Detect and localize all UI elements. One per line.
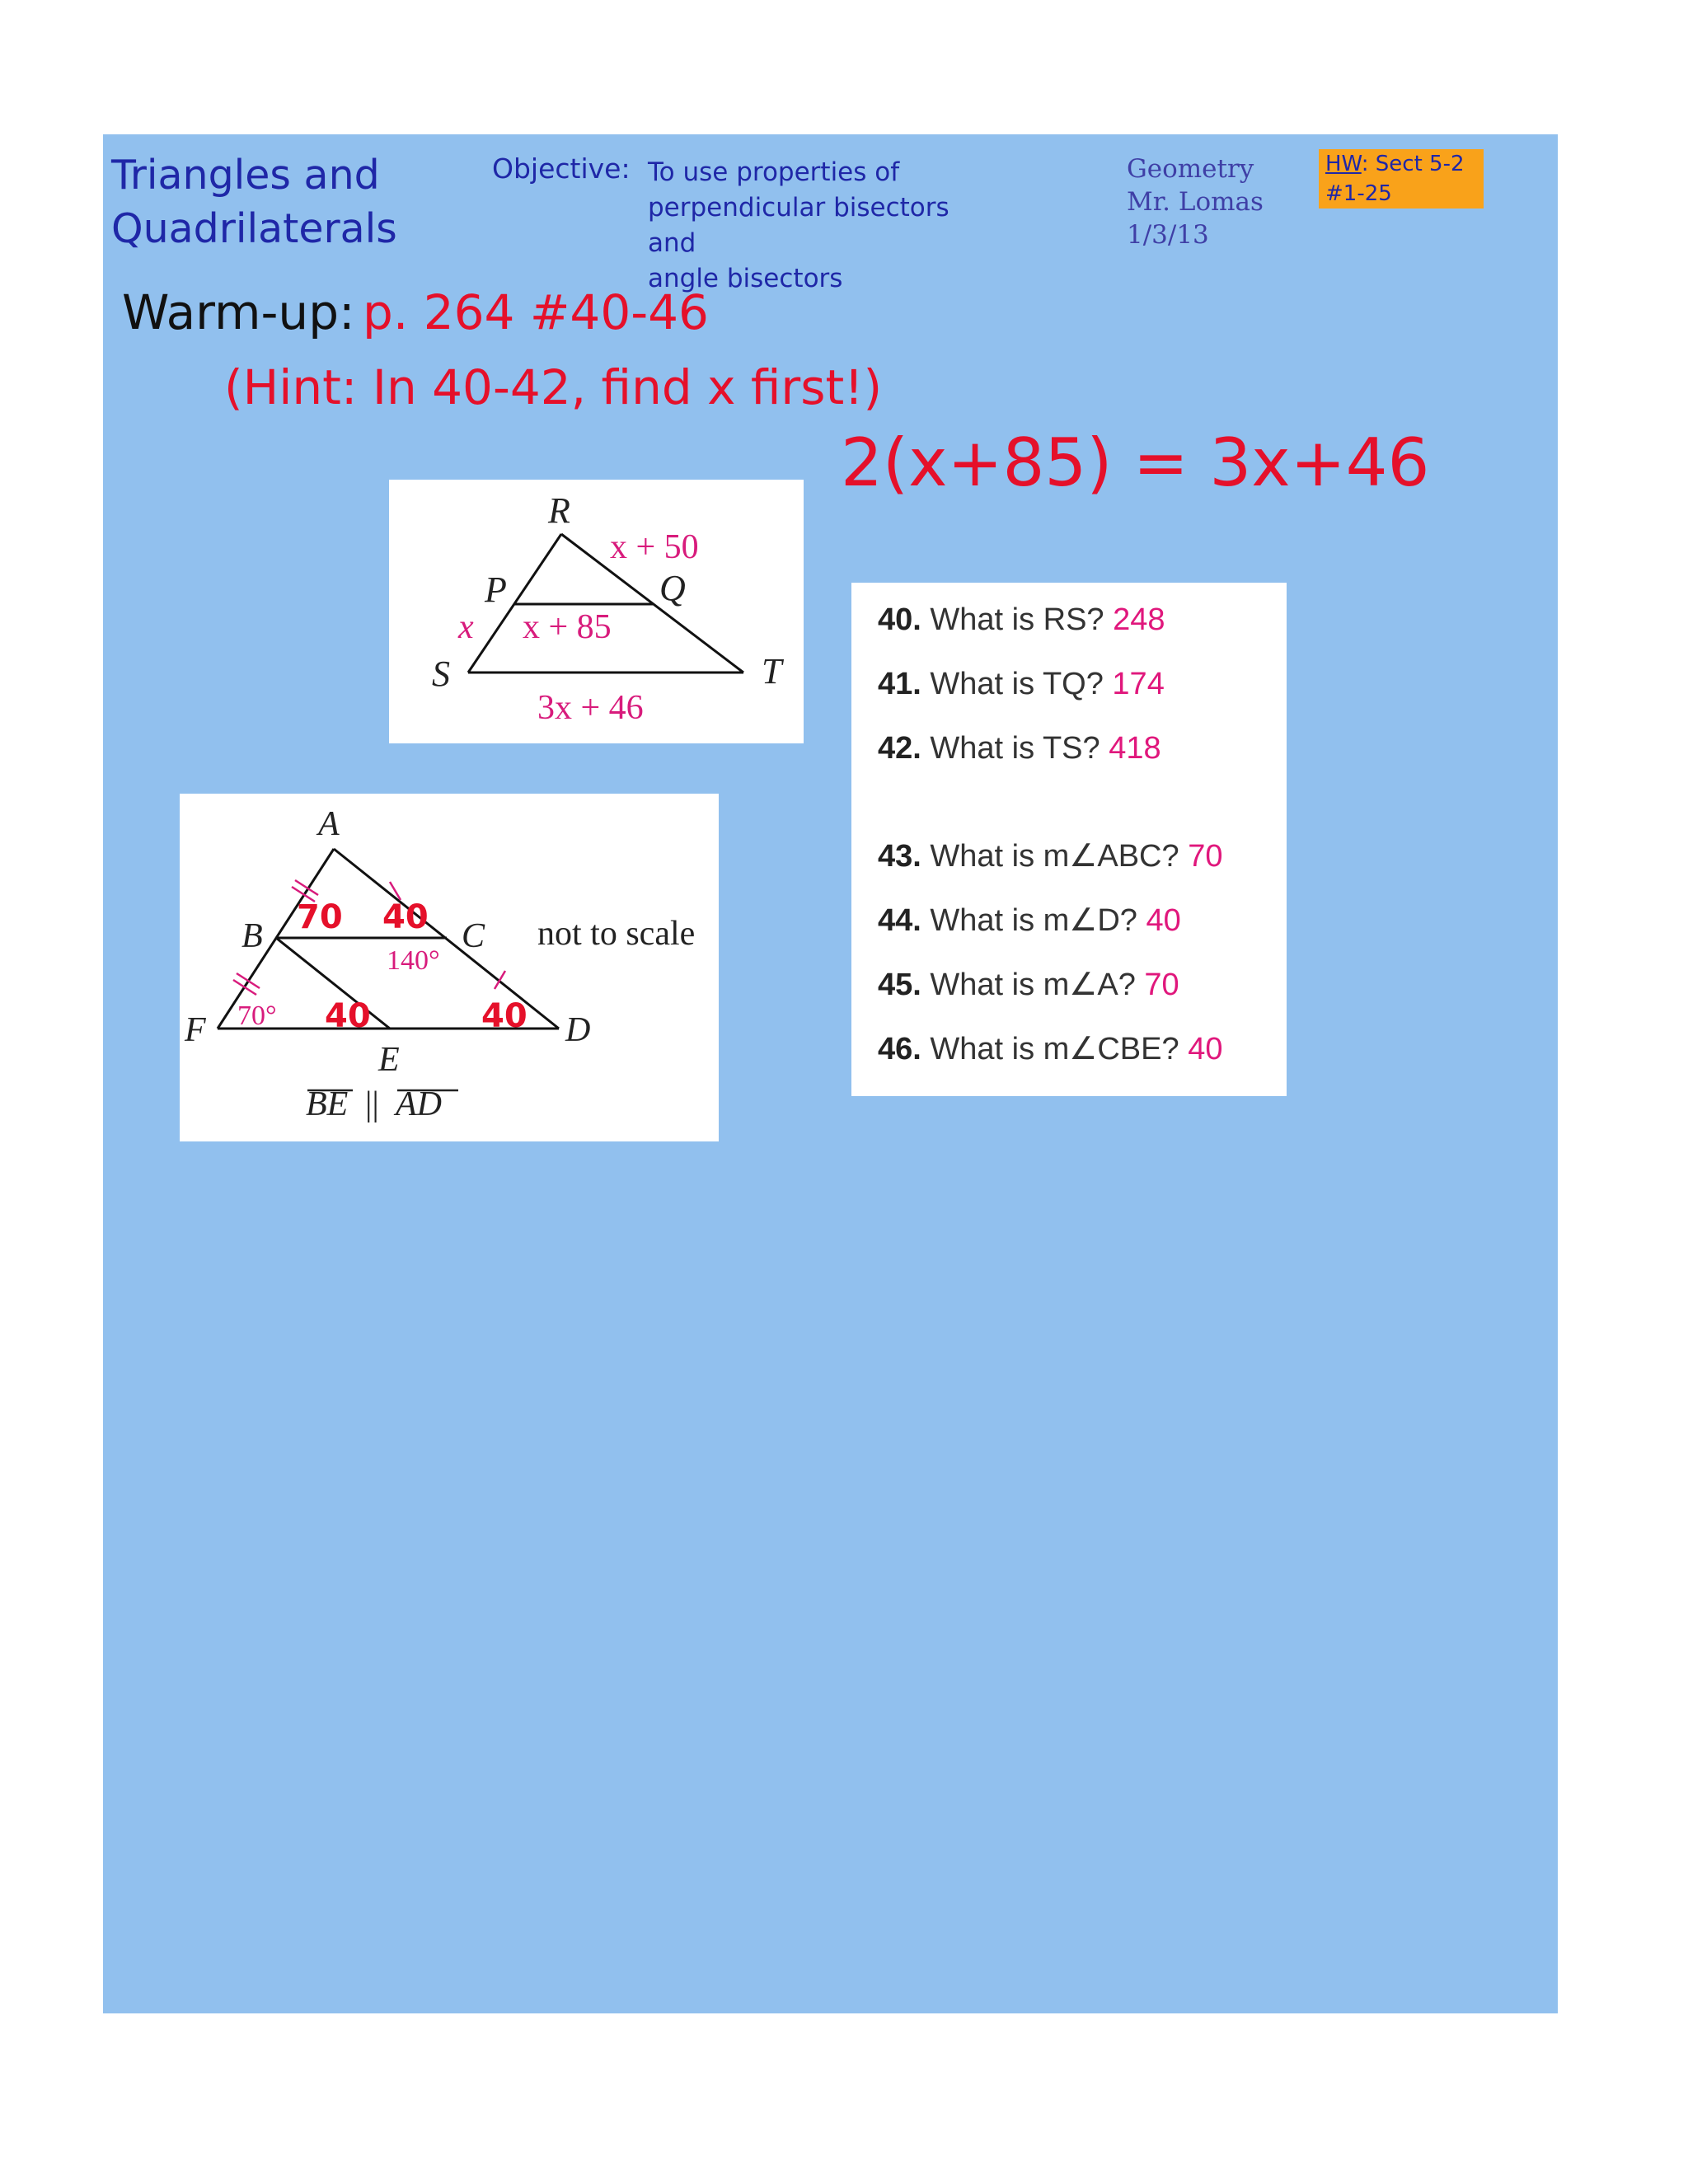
warmup-reference: p. 264 #40-46 bbox=[363, 284, 709, 340]
question-answer: 40 bbox=[1188, 1032, 1223, 1066]
question-text: What is TQ? bbox=[930, 667, 1104, 701]
question-number: 43. bbox=[878, 839, 921, 874]
hw-label: HW bbox=[1325, 152, 1362, 176]
angle-label-f: 70° bbox=[237, 1001, 277, 1031]
question-number: 42. bbox=[878, 731, 921, 766]
warmup-hint: (Hint: In 40-42, find x first!) bbox=[224, 359, 883, 415]
parallel-be-text: BE bbox=[306, 1085, 349, 1123]
triangle-rst-diagram bbox=[389, 480, 804, 743]
figure-triangle-rst bbox=[389, 480, 804, 743]
label-rq: x + 50 bbox=[610, 528, 699, 566]
tick-mark-bf-2 bbox=[237, 973, 260, 988]
label-st: 3x + 46 bbox=[537, 689, 644, 727]
question-answer: 248 bbox=[1113, 602, 1165, 637]
objective-line-1: To use properties of bbox=[648, 157, 900, 187]
question-43 bbox=[878, 837, 1222, 874]
parallel-symbol: || bbox=[365, 1085, 379, 1123]
figure-triangle-afd bbox=[180, 794, 719, 1141]
label-p: P bbox=[485, 569, 507, 610]
question-number: 46. bbox=[878, 1032, 921, 1066]
hw-problems: #1-25 bbox=[1325, 181, 1392, 206]
question-number: 45. bbox=[878, 968, 921, 1002]
question-40 bbox=[878, 602, 1165, 638]
title-line-2: Quadrilaterals bbox=[111, 205, 397, 252]
warmup-label: Warm-up: bbox=[122, 284, 355, 340]
parallel-ad: AD bbox=[396, 1085, 442, 1123]
question-answer: 70 bbox=[1144, 968, 1179, 1002]
question-45 bbox=[878, 966, 1179, 1003]
angle-label-bcd: 140° bbox=[387, 945, 440, 976]
question-number: 44. bbox=[878, 903, 921, 938]
hw-section: : Sect 5-2 bbox=[1361, 152, 1465, 176]
question-text: What is m∠D? bbox=[930, 903, 1137, 938]
question-44 bbox=[878, 902, 1181, 939]
course-name: Geometry bbox=[1127, 154, 1254, 184]
objective-label: Objective: bbox=[492, 152, 631, 185]
tick-mark-bf-1 bbox=[233, 980, 256, 995]
question-text: What is m∠A? bbox=[930, 968, 1136, 1002]
questions-box bbox=[851, 583, 1287, 1096]
homework-box bbox=[1319, 149, 1484, 209]
question-number: 40. bbox=[878, 602, 921, 637]
question-answer: 174 bbox=[1112, 667, 1165, 701]
not-to-scale-note: not to scale bbox=[537, 915, 696, 953]
handwritten-equation: 2(x+85) = 3x+46 bbox=[841, 424, 1430, 501]
label-t: T bbox=[762, 651, 782, 691]
teacher-name: Mr. Lomas bbox=[1127, 187, 1264, 217]
course-info bbox=[1127, 152, 1264, 251]
question-41 bbox=[878, 667, 1165, 702]
lesson-date: 1/3/13 bbox=[1127, 220, 1209, 250]
label-c: C bbox=[462, 917, 485, 955]
page-title bbox=[111, 148, 474, 255]
ink-angle-d: 40 bbox=[481, 997, 528, 1035]
label-sp: x bbox=[458, 608, 474, 646]
title-line-1: Triangles and bbox=[111, 152, 380, 199]
objective-line-3: angle bisectors bbox=[648, 264, 843, 293]
question-text: What is RS? bbox=[930, 602, 1104, 637]
question-text: What is m∠ABC? bbox=[930, 839, 1179, 874]
objective-line-2: perpendicular bisectors and bbox=[648, 193, 950, 258]
label-e: E bbox=[378, 1041, 400, 1079]
label-a: A bbox=[318, 805, 340, 843]
label-f: F bbox=[185, 1011, 206, 1049]
ink-angle-c: 40 bbox=[382, 898, 429, 936]
question-answer: 40 bbox=[1146, 903, 1181, 938]
ink-angle-e: 40 bbox=[325, 997, 371, 1035]
ink-angle-b: 70 bbox=[297, 898, 343, 936]
label-s: S bbox=[432, 654, 450, 694]
question-text: What is m∠CBE? bbox=[930, 1032, 1179, 1066]
question-text: What is TS? bbox=[930, 731, 1100, 766]
triangle-afd-diagram bbox=[180, 794, 719, 1141]
question-number: 41. bbox=[878, 667, 921, 701]
label-b: B bbox=[241, 917, 263, 955]
question-46 bbox=[878, 1030, 1222, 1067]
label-q: Q bbox=[659, 568, 686, 608]
question-answer: 70 bbox=[1188, 839, 1223, 874]
question-42 bbox=[878, 731, 1161, 766]
label-d: D bbox=[565, 1011, 591, 1049]
question-answer: 418 bbox=[1109, 731, 1161, 766]
objective-text bbox=[648, 155, 994, 297]
label-r: R bbox=[548, 490, 570, 531]
label-pq: x + 85 bbox=[523, 608, 612, 646]
